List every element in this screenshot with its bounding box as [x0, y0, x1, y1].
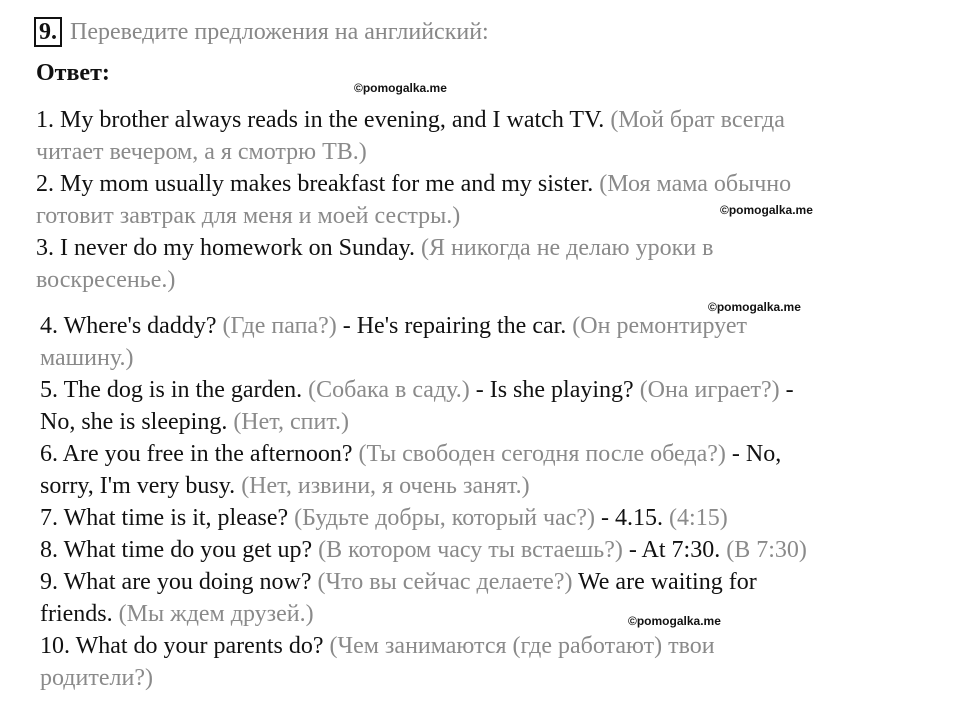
english-sentence: 8. What time do you get up? — [40, 537, 319, 563]
answers-block-2 — [40, 310, 945, 694]
russian-translation: воскресенье.) — [36, 267, 176, 293]
russian-translation: (Он ремонтирует — [572, 313, 747, 339]
english-sentence: 1. My brother always reads in the evening, and I watch TV. — [36, 107, 611, 133]
answer-line — [40, 630, 945, 662]
english-sentence: 10. What do your parents do? — [40, 633, 330, 659]
watermark: ©pomogalka.me — [720, 203, 813, 217]
answer-line — [36, 104, 936, 136]
russian-translation: (Я никогда не делаю уроки в — [421, 235, 714, 261]
english-sentence: sorry, I'm very busy. — [40, 473, 242, 499]
english-sentence: 5. The dog is in the garden. — [40, 377, 309, 403]
russian-translation: (Где папа?) — [222, 313, 337, 339]
english-sentence: No, she is sleeping. — [40, 409, 234, 435]
answer-line — [40, 342, 945, 374]
watermark: ©pomogalka.me — [628, 614, 721, 628]
english-sentence: 7. What time is it, please? — [40, 505, 295, 531]
english-sentence: 2. My mom usually makes breakfast for me and my sister. — [36, 171, 600, 197]
russian-translation: (Чем занимаются (где работают) твои — [329, 633, 715, 659]
task-instruction: Переведите предложения на английский: — [70, 18, 489, 45]
watermark: ©pomogalka.me — [354, 81, 447, 95]
russian-translation: машину.) — [40, 345, 134, 371]
russian-translation: готовит завтрак для меня и моей сестры.) — [36, 203, 461, 229]
answer-line — [40, 438, 945, 470]
english-sentence: 6. Are you free in the afternoon? — [40, 441, 359, 467]
russian-translation: (Она играет?) — [639, 377, 780, 403]
english-sentence: 9. What are you doing now? — [40, 569, 318, 595]
answer-line — [40, 662, 945, 694]
russian-translation: родители?) — [40, 665, 153, 691]
answer-label: Ответ: — [36, 60, 110, 86]
russian-translation: (Что вы сейчас делаете?) — [317, 569, 573, 595]
english-sentence: 4. Where's daddy? — [40, 313, 223, 339]
english-sentence: - — [779, 377, 794, 403]
english-sentence: - He's repairing the car. — [336, 313, 573, 339]
answer-line — [40, 406, 945, 438]
answers-block-1 — [36, 104, 936, 296]
answer-line — [36, 232, 936, 264]
russian-translation: (В котором часу ты встаешь?) — [318, 537, 623, 563]
task-header — [34, 14, 489, 50]
russian-translation: (Нет, спит.) — [233, 409, 349, 435]
english-sentence: - Is she playing? — [469, 377, 640, 403]
russian-translation: (Собака в саду.) — [308, 377, 470, 403]
answer-line — [40, 374, 945, 406]
english-sentence: - No, — [725, 441, 782, 467]
answer-line — [40, 470, 945, 502]
answer-line — [36, 136, 936, 168]
russian-translation: (Мой брат всегда — [610, 107, 785, 133]
russian-translation: читает вечером, а я смотрю ТВ.) — [36, 139, 367, 165]
english-sentence: 3. I never do my homework on Sunday. — [36, 235, 422, 261]
answer-line — [40, 534, 945, 566]
answer-line — [40, 310, 945, 342]
answer-line — [40, 566, 945, 598]
answer-line — [36, 200, 936, 232]
answer-line — [40, 598, 945, 630]
watermark: ©pomogalka.me — [708, 300, 801, 314]
task-number-box: 9. — [34, 17, 62, 47]
answer-line — [40, 502, 945, 534]
english-sentence: friends. — [40, 601, 119, 627]
answer-line — [36, 264, 936, 296]
russian-translation: (В 7:30) — [726, 537, 807, 563]
russian-translation: (4:15) — [669, 505, 728, 531]
russian-translation: (Нет, извини, я очень занят.) — [241, 473, 530, 499]
answer-line — [36, 168, 936, 200]
english-sentence: We are waiting for — [572, 569, 757, 595]
english-sentence: - 4.15. — [595, 505, 670, 531]
russian-translation: (Моя мама обычно — [599, 171, 792, 197]
russian-translation: (Мы ждем друзей.) — [118, 601, 314, 627]
russian-translation: (Ты свободен сегодня после обеда?) — [358, 441, 726, 467]
russian-translation: (Будьте добры, который час?) — [294, 505, 596, 531]
english-sentence: - At 7:30. — [622, 537, 727, 563]
